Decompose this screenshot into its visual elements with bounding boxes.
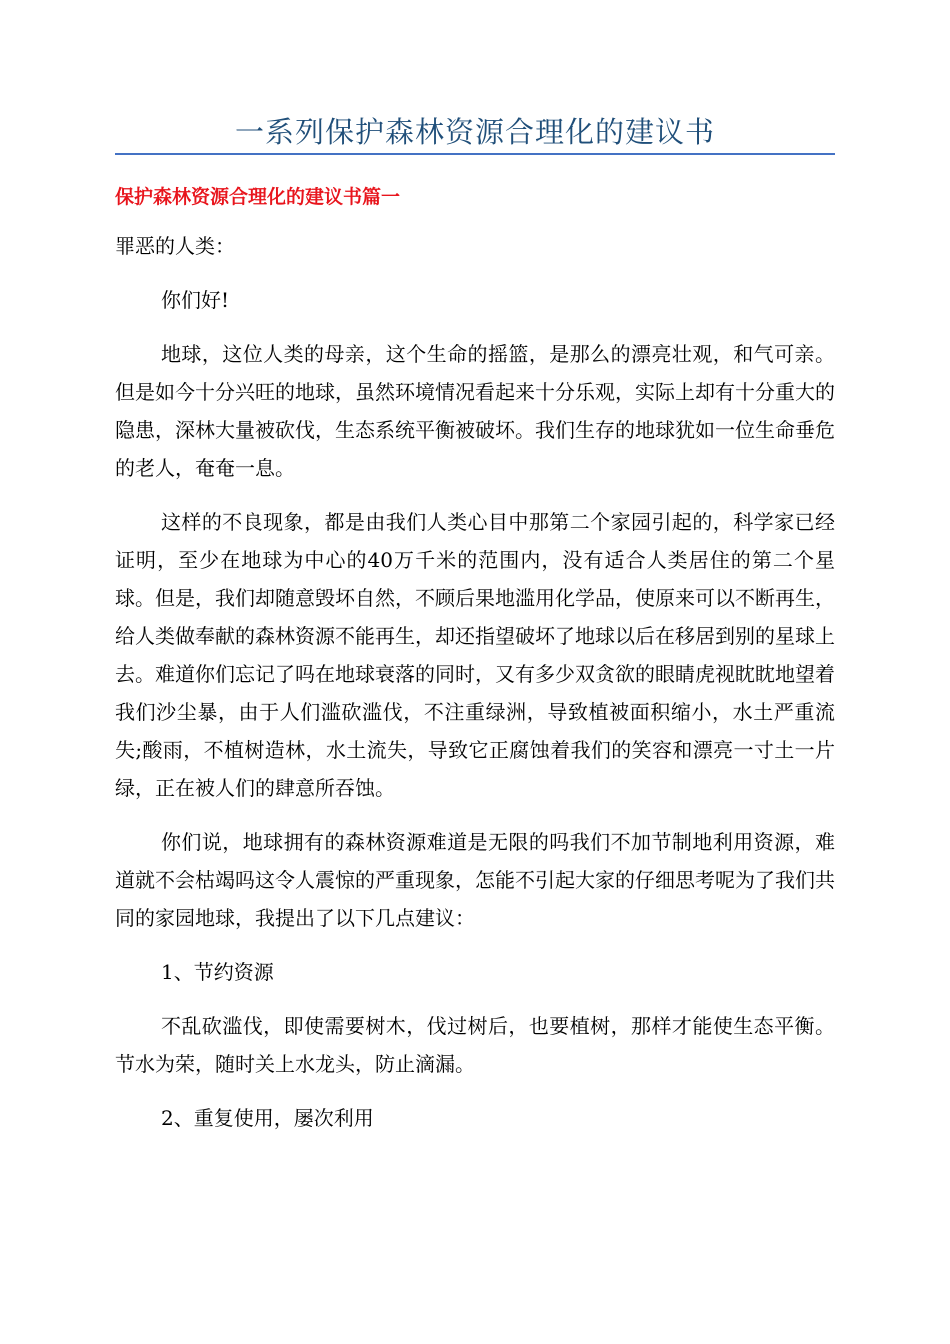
- body-paragraph: 你们说，地球拥有的森林资源难道是无限的吗我们不加节制地利用资源，难道就不会枯竭吗这令人震惊的严重现象，怎能不引起大家的仔细思考呢为了我们共同的家园地球，我提出了以下几点建议：: [115, 830, 835, 930]
- suggestion-1-text: 不乱砍滥伐，即使需要树木，伐过树后，也要植树，那样才能使生态平衡。节水为荣，随时关上水龙头，防止滴漏。: [115, 1014, 835, 1076]
- suggestion-1-title: 1、节约资源: [161, 960, 274, 984]
- document-title: 一系列保护森林资源合理化的建议书: [234, 115, 715, 149]
- greeting: 你们好!: [161, 288, 230, 312]
- section-heading: 保护森林资源合理化的建议书篇一: [115, 186, 401, 208]
- suggestion-2-title: 2、重复使用，屡次利用: [161, 1106, 374, 1130]
- document-body: [115, 227, 835, 1153]
- title-underline: [115, 153, 835, 155]
- body-paragraph: 这样的不良现象，都是由我们人类心目中那第二个家园引起的，科学家已经证明，至少在地球为中心的40万千米的范围内，没有适合人类居住的第二个星球。但是，我们却随意毁坏自然，不顾后果地滥用化学品，使原来可以不断再生，给人类做奉献的森林资源不能再生，却还指望破坏了地球以后在移居到别的星球上去。难道你们忘记了吗在地球衰落的同时，又有多少双贪欲的眼睛虎视眈眈地望着我们沙尘暴，由于人们滥砍滥伐，不注重绿洲，导致植被面积缩小，水土严重流失;酸雨，不植树造林，水土流失，导致它正腐蚀着我们的笑容和漂亮一寸土一片绿，正在被人们的肆意所吞蚀。: [115, 510, 835, 800]
- body-paragraph: 地球，这位人类的母亲，这个生命的摇篮，是那么的漂亮壮观，和气可亲。但是如今十分兴旺的地球，虽然环境情况看起来十分乐观，实际上却有十分重大的隐患，深林大量被砍伐，生态系统平衡被破坏。我们生存的地球犹如一位生命垂危的老人，奄奄一息。: [115, 342, 835, 480]
- salutation: 罪恶的人类：: [115, 234, 235, 258]
